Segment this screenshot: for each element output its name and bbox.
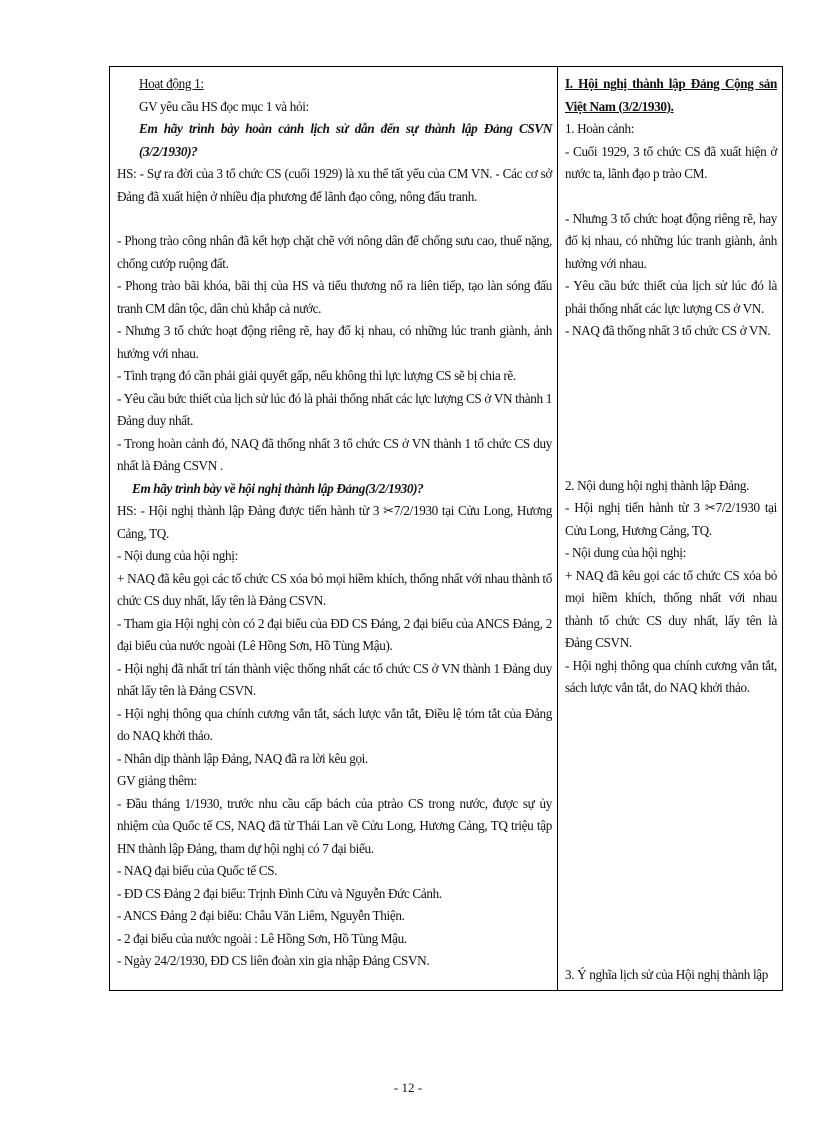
answer-line: - 2 đại biểu của nước ngoài : Lê Hồng Sơn, Hồ Tùng Mậu. [117,930,407,946]
section-heading: I. Hội nghị thành lập Đảng Cộng sản Việt Nam (3/2/1930). [565,76,777,114]
summary-line: - NAQ đã thống nhất 3 tổ chức CS ở VN. [565,323,771,338]
teacher-instruction: GV yêu cầu HS đọc mục 1 và hỏi: [139,98,309,114]
subsection-title: 1. Hoàn cảnh: [565,121,635,136]
activity-title: Hoạt động 1: [139,76,204,91]
summary-line: - Nội dung của hội nghị: [565,545,686,560]
answer-line: - Phong trào công nhân đã kết hợp chặt chẽ với nông dân để chống sưu cao, thuế nặng, chống cướp ruộng đất. [117,233,552,271]
question-1: Em hãy trình bày hoàn cảnh lịch sử dẫn đến sự thành lập Đảng CSVN (3/2/1930)? [139,121,552,159]
subsection-title: 2. Nội dung hội nghị thành lập Đảng. [565,477,750,493]
subsection-title: 3. Ý nghĩa lịch sử của Hội nghị thành lập [565,966,769,982]
activity-column [110,67,558,991]
answer-line: - Tình trạng đó cần phải giải quyết gấp, nếu không thì lực lượng CS sẽ bị chia rẽ. [117,368,516,383]
answer-line: - Yêu cầu bức thiết của lịch sử lúc đó là phải thống nhất các lực lượng CS ở VN thành 1 Đảng duy nhất. [117,390,552,428]
answer-line: - Hội nghị đã nhất trí tán thành việc thống nhất các tổ chức CS ở VN thành 1 Đảng duy nhất lấy tên là Đảng CSVN. [117,660,552,698]
answer-line: - Ngày 24/2/1930, ĐD CS liên đoàn xin gia nhập Đảng CSVN. [117,953,430,968]
answer-line: - Nhân dịp thành lập Đảng, NAQ đã ra lời kêu gọi. [117,750,368,766]
summary-line: - Hội nghị tiến hành từ 3 ✂7/2/1930 tại Cửu Long, Hương Cảng, TQ. [565,500,777,538]
answer-line: - Tham gia Hội nghị còn có 2 đại biểu của ĐD CS Đảng, 2 đại biểu của ANCS Đảng, 2 đại biểu của nước ngoài (Lê Hồng Sơn, Hồ Tùng Mậu). [117,615,552,653]
answer-line: - Nhưng 3 tổ chức hoạt động riêng rẽ, hay đố kị nhau, có những lúc tranh giành, ảnh hưởng với nhau. [117,323,552,361]
lesson-table [109,66,783,991]
summary-line: - Cuối 1929, 3 tổ chức CS đã xuất hiện ở nước ta, lãnh đạo p trào CM. [565,143,777,181]
answer-line: - Nội dung của hội nghị: [117,548,238,563]
answer-line: - Đầu tháng 1/1930, trước nhu cầu cấp bách của ptrào CS trong nước, được sự ủy nhiệm của Quốc tế CS, NAQ đã từ Thái Lan về Cửu Long, Hương Cảng, TQ triệu tập HN thành lập Đảng, tham dự hội nghị có 7 đại biểu. [117,795,552,856]
answer-line: - Trong hoàn cảnh đó, NAQ đã thống nhất 3 tổ chức CS ở VN thành 1 tổ chức CS duy nhất là Đảng CSVN . [117,435,552,473]
summary-line: - Nhưng 3 tổ chức hoạt động riêng rẽ, hay đố kị nhau, có những lúc tranh giành, ảnh hưởng với nhau. [565,210,777,271]
answer-line: + NAQ đã kêu gọi các tổ chức CS xóa bỏ mọi hiềm khích, thống nhất với nhau thành tổ chức CS duy nhất, lấy tên là Đảng CSVN. [117,570,552,608]
page-number: - 12 - [393,1080,423,1095]
summary-line: - Yêu cầu bức thiết của lịch sử lúc đó là phải thống nhất các lực lượng CS ở VN. [565,278,777,316]
answer-line: - NAQ đại biểu của Quốc tế CS. [117,863,278,878]
teacher-note-title: GV giảng thêm: [117,773,197,788]
answer-line: - Phong trào bãi khóa, bãi thị của HS và tiểu thương nổ ra liên tiếp, tạo làn sóng đấu tranh CM dân tộc, dân chủ khắp cả nước. [117,278,552,316]
answer-line: HS: - Sự ra đời của 3 tổ chức CS (cuối 1929) là xu thế tất yếu của CM VN. - Các cơ sở Đảng đã xuất hiện ở nhiều địa phương để lãnh đạo công, nông đấu tranh. [117,166,552,204]
summary-line: + NAQ đã kêu gọi các tổ chức CS xóa bỏ mọi hiềm khích, thống nhất với nhau thành tổ chức CS duy nhất, lấy tên là Đảng CSVN. [565,567,777,650]
answer-line: - Hội nghị thông qua chính cương vắn tắt, sách lược vắn tắt, Điều lệ tóm tắt của Đảng do NAQ khởi thảo. [117,705,552,743]
table-row [110,67,783,991]
answer-line: - ĐD CS Đảng 2 đại biểu: Trịnh Đình Cửu và Nguyễn Đức Cảnh. [117,885,442,901]
summary-line: - Hội nghị thông qua chính cương vắn tắt, sách lược vắn tắt, do NAQ khởi thảo. [565,657,777,695]
question-2: Em hãy trình bày về hội nghị thành lập Đảng(3/2/1930)? [132,480,424,496]
answer-line: HS: - Hội nghị thành lập Đảng được tiến hành từ 3 ✂7/2/1930 tại Cửu Long, Hương Cảng, TQ. [117,503,552,541]
answer-line: - ANCS Đảng 2 đại biểu: Châu Văn Liêm, Nguyễn Thiện. [117,908,405,923]
summary-column [558,67,783,991]
